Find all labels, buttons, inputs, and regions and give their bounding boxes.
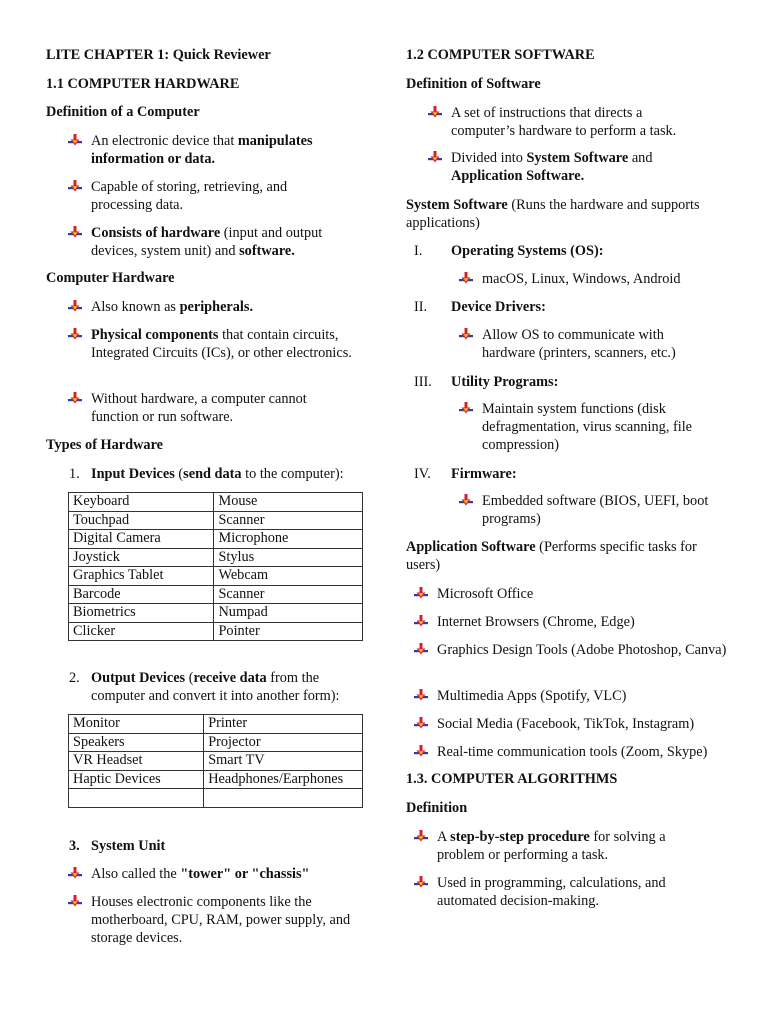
table-cell: Microphone (214, 530, 363, 549)
subheading-definition-software: Definition of Software (406, 76, 541, 92)
table-cell: Scanner (214, 511, 363, 530)
table-row (69, 585, 363, 604)
table-cell: Haptic Devices (69, 770, 204, 789)
section-heading-software: 1.2 COMPUTER SOFTWARE (406, 47, 595, 63)
numbered-item-output: 2. Output Devices (receive data from the computer and convert it into another form): (69, 670, 340, 704)
section-heading-algorithms: 1.3. COMPUTER ALGORITHMS (406, 771, 618, 787)
subheading-algorithm-definition: Definition (406, 800, 468, 816)
down-arrow-bullet-icon (459, 328, 473, 342)
down-arrow-bullet-icon (459, 494, 473, 508)
table-row (69, 622, 363, 641)
list-item: macOS, Linux, Windows, Android (482, 270, 732, 288)
table-row (69, 752, 363, 771)
list-item: Also known as peripherals. (91, 298, 356, 316)
list-item: Multimedia Apps (Spotify, VLC) (437, 687, 737, 705)
output-devices-table (68, 714, 363, 808)
down-arrow-bullet-icon (414, 830, 428, 844)
system-software-description: System Software (Runs the hardware and supports applications) (406, 197, 700, 231)
down-arrow-bullet-icon (428, 106, 442, 120)
section-heading-hardware: 1.1 COMPUTER HARDWARE (46, 76, 240, 92)
roman-item-utility: III. Utility Programs: (414, 374, 559, 390)
down-arrow-bullet-icon (68, 895, 82, 909)
table-row (69, 733, 363, 752)
table-cell: Webcam (214, 567, 363, 586)
list-item: Embedded software (BIOS, UEFI, boot programs) (482, 492, 732, 528)
down-arrow-bullet-icon (414, 717, 428, 731)
table-cell: VR Headset (69, 752, 204, 771)
down-arrow-bullet-icon (68, 867, 82, 881)
down-arrow-bullet-icon (414, 643, 428, 657)
table-cell: Pointer (214, 622, 363, 641)
table-row (69, 604, 363, 623)
table-cell: Numpad (214, 604, 363, 623)
subheading-computer-hardware: Computer Hardware (46, 270, 175, 286)
list-item: Social Media (Facebook, TikTok, Instagram) (437, 715, 737, 733)
table-cell: Stylus (214, 548, 363, 567)
table-row (69, 789, 363, 808)
table-cell: Clicker (69, 622, 214, 641)
down-arrow-bullet-icon (68, 392, 82, 406)
down-arrow-bullet-icon (414, 876, 428, 890)
down-arrow-bullet-icon (68, 226, 82, 240)
table-cell (69, 789, 204, 808)
list-item: Internet Browsers (Chrome, Edge) (437, 613, 737, 631)
list-item: Divided into System Software and Application Software. (451, 149, 701, 185)
down-arrow-bullet-icon (68, 134, 82, 148)
list-item: Without hardware, a computer cannot function or run software. (91, 390, 331, 426)
table-row (69, 548, 363, 567)
down-arrow-bullet-icon (459, 272, 473, 286)
list-item: Physical components that contain circuits, Integrated Circuits (ICs), or other electronics. (91, 326, 361, 362)
down-arrow-bullet-icon (428, 151, 442, 165)
numbered-item-system-unit: 3. System Unit (69, 838, 166, 854)
table-cell: Monitor (69, 715, 204, 734)
list-item: Real-time communication tools (Zoom, Skype) (437, 743, 737, 761)
down-arrow-bullet-icon (68, 328, 82, 342)
subheading-definition-computer: Definition of a Computer (46, 104, 200, 120)
table-cell: Headphones/Earphones (204, 770, 363, 789)
list-item: A step-by-step procedure for solving a problem or performing a task. (437, 828, 702, 864)
numbered-item-input: 1. Input Devices (send data to the computer): (69, 466, 344, 482)
list-item: Used in programming, calculations, and automated decision-making. (437, 874, 702, 910)
table-cell: Digital Camera (69, 530, 214, 549)
document-title: LITE CHAPTER 1: Quick Reviewer (46, 47, 271, 63)
table-cell: Keyboard (69, 493, 214, 512)
table-cell: Scanner (214, 585, 363, 604)
input-devices-table (68, 492, 363, 641)
list-item: Allow OS to communicate with hardware (printers, scanners, etc.) (482, 326, 712, 362)
table-cell: Joystick (69, 548, 214, 567)
list-item: Also called the "tower" or "chassis" (91, 865, 361, 883)
table-row (69, 530, 363, 549)
subheading-types-hardware: Types of Hardware (46, 437, 164, 453)
down-arrow-bullet-icon (414, 615, 428, 629)
list-item: Graphics Design Tools (Adobe Photoshop, Canva) (437, 641, 737, 659)
list-item: Consists of hardware (input and output devices, system unit) and software. (91, 224, 356, 260)
table-row (69, 493, 363, 512)
down-arrow-bullet-icon (414, 689, 428, 703)
down-arrow-bullet-icon (459, 402, 473, 416)
roman-item-firmware: IV. Firmware: (414, 466, 517, 482)
table-row (69, 511, 363, 530)
table-row (69, 770, 363, 789)
list-item: A set of instructions that directs a computer’s hardware to perform a task. (451, 104, 701, 140)
list-item: Houses electronic components like the motherboard, CPU, RAM, power supply, and storage devices. (91, 893, 351, 947)
table-row (69, 715, 363, 734)
table-cell: Graphics Tablet (69, 567, 214, 586)
list-item: An electronic device that manipulates information or data. (91, 132, 356, 168)
down-arrow-bullet-icon (68, 180, 82, 194)
table-cell: Biometrics (69, 604, 214, 623)
table-row (69, 567, 363, 586)
down-arrow-bullet-icon (414, 745, 428, 759)
table-cell: Barcode (69, 585, 214, 604)
table-cell: Printer (204, 715, 363, 734)
table-cell: Smart TV (204, 752, 363, 771)
table-cell: Projector (204, 733, 363, 752)
table-cell: Speakers (69, 733, 204, 752)
list-item: Capable of storing, retrieving, and processing data. (91, 178, 331, 214)
table-cell: Touchpad (69, 511, 214, 530)
list-item: Maintain system functions (disk defragmentation, virus scanning, file compression) (482, 400, 727, 454)
application-software-description: Application Software (Performs specific tasks for users) (406, 539, 697, 573)
down-arrow-bullet-icon (414, 587, 428, 601)
list-item: Microsoft Office (437, 585, 737, 603)
table-cell (204, 789, 363, 808)
down-arrow-bullet-icon (68, 300, 82, 314)
table-cell: Mouse (214, 493, 363, 512)
roman-item-os: I. Operating Systems (OS): (414, 243, 604, 259)
roman-item-drivers: II. Device Drivers: (414, 299, 546, 315)
